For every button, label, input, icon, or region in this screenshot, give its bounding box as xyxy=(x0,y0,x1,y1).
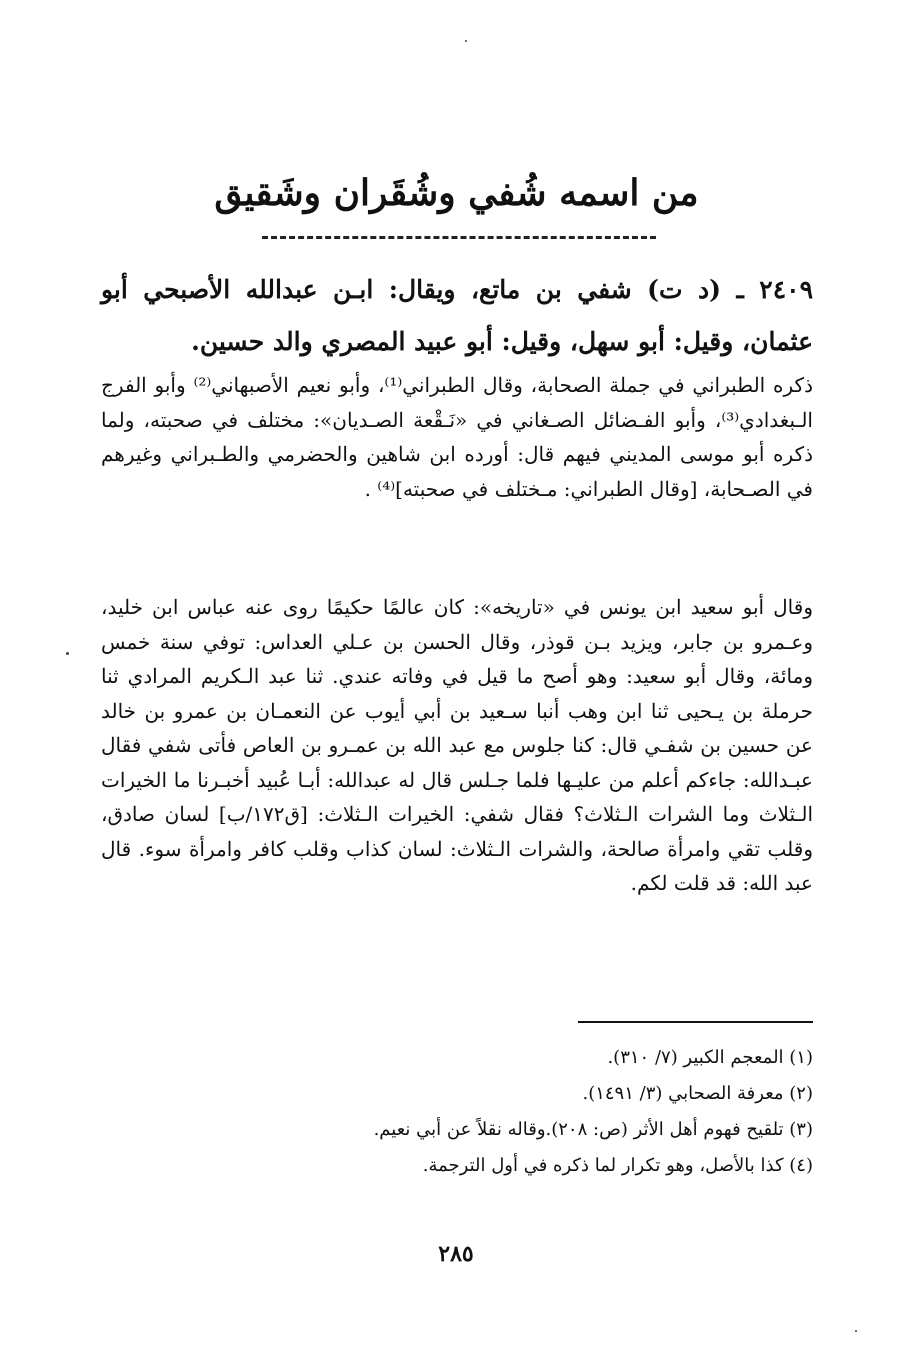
scan-speck xyxy=(855,1330,857,1332)
chapter-title: من اسمه شُفي وشُقَران وشَقيق xyxy=(214,172,699,214)
footnotes-list xyxy=(101,1040,813,1184)
footnote-item: (٤) كذا بالأصل، وهو تكرار لما ذكره في أول الترجمة. xyxy=(422,1155,813,1176)
footnote-separator-rule xyxy=(578,1021,813,1023)
page-number: ٢٨٥ xyxy=(438,1241,474,1267)
scan-speck xyxy=(465,40,467,42)
entry-paragraph-1: ذكره الطبراني في جملة الصحابة، وقال الطبراني⁽¹⁾، وأبو نعيم الأصبهاني⁽²⁾ وأبو الفرج الـبغدادي⁽³⁾، وأبو الفـضائل الصـغاني في «نَـقْعة الصـديان»: مختلف في صحبته، ولما ذكره أبو موسى المديني فيهم قال: أورده ابن شاهين والحضرمي والطـبراني وغيرهم في الصـحابة، [وقال الطبراني: مـختلف في صحبته]⁽⁴⁾ . xyxy=(101,373,813,501)
footnote-item: (١) المعجم الكبير (٧/ ٣١٠). xyxy=(607,1047,813,1068)
title-underline-rule xyxy=(262,236,656,239)
entry-paragraph-2: وقال أبو سعيد ابن يونس في «تاريخه»: كان عالمًا حكيمًا روى عنه عباس ابن خليد، وعـمرو بن جابر، ويزيد بـن قوذر، وقال الحسن بن عـلي العداس: توفي سنة خمس ومائة، وقال أبو سعيد: وهو أصح ما قيل في وفاته عندي. ثنا عبد الـكريم المرادي ثنا حرملة بن يـحيى ثنا ابن وهب أنبا سـعيد بن أبي أيوب عن النعمـان بن عمرو بن خالد عن حسين بن شفـي قال: كنا جلوس مع عبد الله بن عمـرو بن العاص فأتى شفي فقال عبـدالله: جاءكم أعلم من عليـها فلما جـلس قال له عبدالله: أبـا عُبيد أخبـرنا ما الخيرات الـثلاث وما الشرات الـثلاث؟ فقال شفي: الخيرات الـثلاث: [ق١٧٢/ب] لسان صادق، وقلب تقي وامرأة صالحة، والشرات الـثلاث: لسان كذاب وقلب كافر وامرأة سوء. قال عبد الله: قد قلت لكم. xyxy=(101,595,813,895)
footnote-item: (٢) معرفة الصحابي (٣/ ١٤٩١). xyxy=(582,1083,813,1104)
entry-heading: ٢٤٠٩ ـ (د ت) شفي بن ماتع، ويقال: ابـن عبدالله الأصبحي أبو عثمان، وقيل: أبو سهل، وقيل: أبو عبيد المصري والد حسين. xyxy=(101,275,813,356)
scan-speck xyxy=(66,652,69,655)
footnote-item: (٣) تلقيح فهوم أهل الأثر (ص: ٢٠٨).وقاله نقلاً عن أبي نعيم. xyxy=(373,1119,813,1140)
